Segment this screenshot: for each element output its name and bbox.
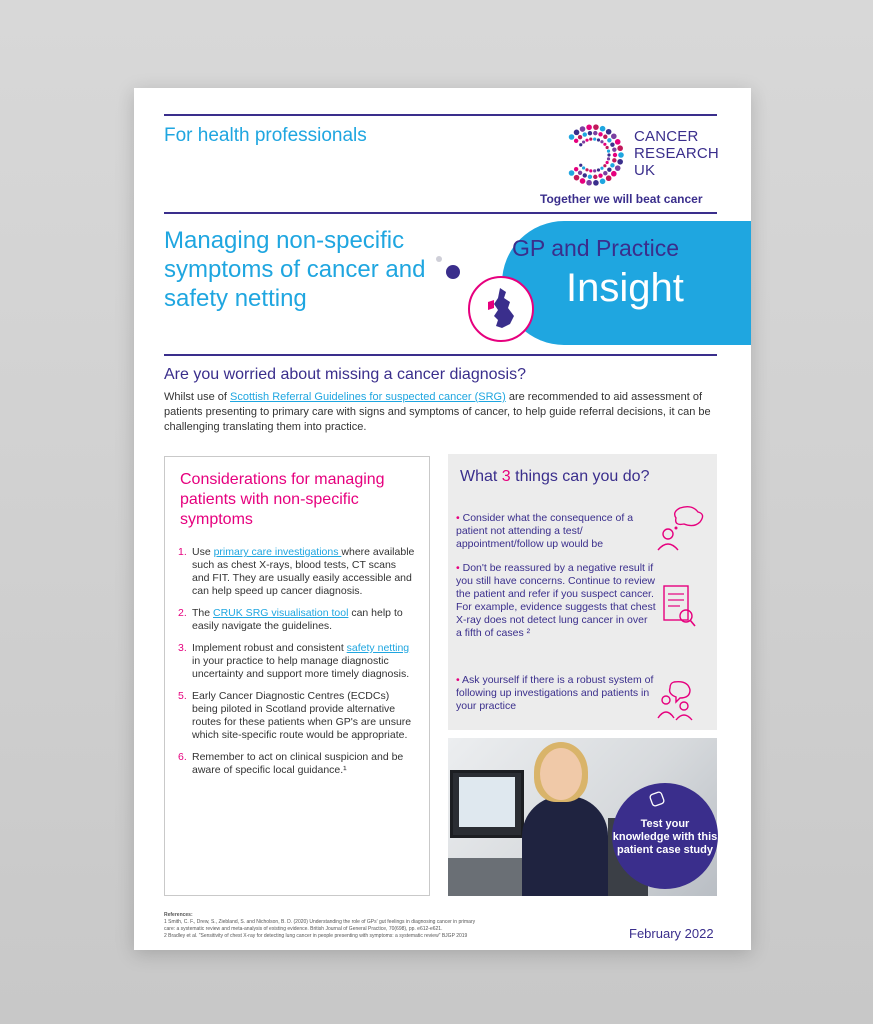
logo-dot bbox=[617, 159, 623, 165]
item-text: Early Cancer Diagnostic Centres (ECDCs) being piloted in Scotland provide alternative routes for these patients when GP's are unsure which site-specific route would be appropriate. bbox=[192, 690, 412, 741]
logo-dot bbox=[598, 132, 602, 136]
item-text: Use bbox=[192, 546, 214, 558]
logo-dot bbox=[593, 124, 599, 130]
item-number: 3. bbox=[178, 642, 187, 654]
logo-dot bbox=[607, 153, 610, 156]
reference-line: 1 Smith, C. F., Drew, S., Ziebland, S. and Nicholson, B. D. (2020) Understanding the role of GPs' gut feelings in diagnosing cancer in primary bbox=[164, 919, 476, 925]
primary-care-investigations-link[interactable]: primary care investigations bbox=[213, 546, 342, 558]
logo-dot bbox=[612, 147, 616, 151]
tip-item: • Ask yourself if there is a robust system of following up investigations and patients in your practice bbox=[456, 674, 654, 712]
logo-dot bbox=[574, 175, 580, 181]
publication-date: February 2022 bbox=[629, 926, 714, 941]
cruk-logo-text bbox=[634, 128, 719, 179]
tip-text: Ask yourself if there is a robust system of following up investigations and patients in your practice bbox=[456, 674, 654, 712]
document-page bbox=[134, 88, 751, 950]
what-to-do-title bbox=[460, 468, 649, 486]
considerations-list bbox=[178, 546, 416, 786]
title-rule bbox=[164, 354, 717, 356]
logo-dot bbox=[588, 131, 592, 135]
logo-dot bbox=[574, 130, 580, 136]
page-title: Managing non-specific symptoms of cancer and safety netting bbox=[164, 227, 426, 312]
logo-dot bbox=[580, 178, 586, 184]
intro-paragraph bbox=[164, 390, 724, 435]
logo-dot bbox=[610, 142, 614, 146]
cursor-click-icon bbox=[648, 790, 666, 808]
logo-dot bbox=[593, 175, 597, 179]
logo-line-2: RESEARCH bbox=[634, 145, 719, 162]
logo-dot bbox=[579, 164, 582, 167]
logo-dot bbox=[603, 171, 607, 175]
logo-dot bbox=[600, 140, 603, 143]
decor-dot-big bbox=[446, 265, 460, 279]
item-text: Implement robust and consistent bbox=[192, 642, 347, 654]
person-body-graphic bbox=[522, 796, 608, 896]
logo-dot bbox=[582, 166, 585, 169]
uk-map-icon bbox=[468, 276, 534, 342]
item-number: 2. bbox=[178, 607, 187, 619]
intro-text-start: Whilst use of bbox=[164, 391, 231, 403]
section-question: Are you worried about missing a cancer diagnosis? bbox=[164, 366, 526, 383]
banner-line-1: GP and Practice bbox=[512, 235, 680, 261]
intro-text-end: are recommended to aid assessment of patients presenting to primary care with signs and symptoms of cancer, to help guide referral decisions, it can be challenging translating them into practice. bbox=[164, 391, 711, 433]
logo-dot bbox=[593, 131, 597, 135]
logo-dot bbox=[569, 170, 575, 176]
logo-dot bbox=[603, 135, 607, 139]
considerations-title: Considerations for managing patients with non-specific symptoms bbox=[180, 471, 385, 528]
references bbox=[164, 912, 564, 940]
case-study-label: Test your knowledge with this patient case study bbox=[612, 818, 718, 856]
tip-text: Consider what the consequence of a patient not attending a test/ appointment/follow up would be bbox=[456, 512, 634, 550]
item-number: 1. bbox=[178, 546, 187, 558]
audience-label: For health professionals bbox=[164, 125, 367, 146]
logo-dot bbox=[589, 169, 592, 172]
item-text: The bbox=[192, 607, 214, 619]
item-number: 5. bbox=[178, 690, 187, 702]
cruk-logo-icon bbox=[558, 120, 628, 190]
logo-dot bbox=[607, 168, 611, 172]
banner-line-2: Insight bbox=[566, 266, 684, 310]
references-heading: References: bbox=[164, 912, 193, 918]
checklist-magnifier-icon bbox=[658, 582, 698, 630]
logo-dot bbox=[617, 145, 623, 151]
list-item bbox=[178, 751, 416, 777]
logo-dot bbox=[583, 173, 587, 177]
logo-dot bbox=[606, 175, 612, 181]
logo-dot bbox=[588, 175, 592, 179]
item-text: can help to easily navigate the guidelines. bbox=[192, 607, 403, 632]
logo-dot bbox=[618, 152, 624, 158]
reference-line: 2 Bradley et al. "Sensitivity of chest X-ray for detecting lung cancer in people presenting with symptoms: a systematic review" BJGP 2019 bbox=[164, 933, 468, 939]
logo-dot bbox=[610, 163, 614, 167]
logo-dot bbox=[606, 161, 609, 164]
logo-dot bbox=[597, 138, 600, 141]
logo-dot bbox=[574, 139, 578, 143]
logo-dot bbox=[569, 134, 575, 140]
logo-dot bbox=[607, 157, 610, 160]
item-text: where available such as chest X-rays, blood tests, CT scans and FIT. They are usually easily accessible and can help speed up cancer diagnosis. bbox=[192, 546, 415, 597]
logo-dot bbox=[574, 167, 578, 171]
item-number: 6. bbox=[178, 751, 187, 763]
logo-dot bbox=[611, 171, 617, 177]
monitor-screen bbox=[459, 777, 515, 827]
logo-dot bbox=[582, 140, 585, 143]
srg-visualisation-tool-link[interactable]: CRUK SRG visualisation tool bbox=[213, 607, 349, 619]
logo-dot bbox=[606, 129, 612, 135]
logo-dot bbox=[613, 153, 617, 157]
logo-dot bbox=[603, 143, 606, 146]
logo-dot bbox=[611, 133, 617, 139]
decor-dot-small bbox=[436, 256, 442, 262]
logo-dot bbox=[589, 138, 592, 141]
list-item bbox=[178, 690, 416, 742]
logo-dot bbox=[598, 173, 602, 177]
tip-item: • Consider what the consequence of a patient not attending a test/ appointment/follow up would be bbox=[456, 512, 634, 550]
logo-dot bbox=[578, 135, 582, 139]
logo-dot bbox=[606, 146, 609, 149]
logo-dot bbox=[600, 167, 603, 170]
list-item bbox=[178, 642, 416, 681]
logo-dot bbox=[615, 139, 621, 145]
monitor-graphic bbox=[450, 770, 524, 838]
srg-guidelines-link[interactable]: Scottish Referral Guidelines for suspected cancer (SRG) bbox=[230, 391, 506, 403]
thought-bubble-person-icon bbox=[654, 504, 706, 552]
logo-line-3: UK bbox=[634, 162, 656, 179]
safety-netting-link[interactable]: safety netting bbox=[346, 642, 410, 654]
logo-dot bbox=[586, 124, 592, 130]
logo-dot bbox=[585, 139, 588, 142]
logo-dot bbox=[607, 138, 611, 142]
people-discussion-icon bbox=[654, 678, 698, 722]
person-head-graphic bbox=[540, 748, 582, 800]
item-text: Remember to act on clinical suspicion and be aware of specific local guidance.¹ bbox=[192, 751, 404, 776]
top-rule bbox=[164, 114, 717, 116]
tip-item: • Don't be reassured by a negative result if you still have concerns. Continue to review the patient and refer if you suspect cancer. For example, evidence suggests that chest X-ray does not detect lung cancer in over a fifth of cases ² bbox=[456, 562, 656, 639]
what-title-end: things can you do? bbox=[510, 468, 650, 485]
logo-dot bbox=[586, 180, 592, 186]
list-item bbox=[178, 546, 416, 598]
logo-dot bbox=[578, 171, 582, 175]
logo-dot bbox=[600, 179, 606, 185]
logo-dot bbox=[600, 126, 606, 132]
what-title-start: What bbox=[460, 468, 502, 485]
header-rule bbox=[164, 212, 717, 214]
tip-text: Don't be reassured by a negative result if you still have concerns. Continue to review the patient and refer if you suspect cancer. For example, evidence suggests that chest X-ray does not detect lung cancer in over a fifth of cases ² bbox=[456, 562, 656, 639]
logo-dot bbox=[615, 165, 621, 171]
logo-dot bbox=[597, 168, 600, 171]
reference-line: care: a systematic review and meta-analysis of existing evidence. British Journal of General Practice, 70(698), pp. e612-e621. bbox=[164, 926, 443, 932]
logo-dot bbox=[580, 126, 586, 132]
logo-dot bbox=[603, 164, 606, 167]
logo-dot bbox=[583, 132, 587, 136]
logo-dot bbox=[593, 180, 599, 186]
logo-dot bbox=[593, 137, 596, 140]
logo-dot bbox=[593, 169, 596, 172]
logo-line-1: CANCER bbox=[634, 128, 699, 145]
logo-dot bbox=[612, 158, 616, 162]
logo-dot bbox=[607, 150, 610, 153]
logo-dot bbox=[585, 168, 588, 171]
tagline: Together we will beat cancer bbox=[540, 192, 703, 206]
what-title-number: 3 bbox=[501, 468, 511, 485]
list-item bbox=[178, 607, 416, 633]
logo-dot bbox=[579, 143, 582, 146]
item-text: in your practice to help manage diagnostic uncertainty and support more timely diagnosis. bbox=[192, 655, 410, 680]
